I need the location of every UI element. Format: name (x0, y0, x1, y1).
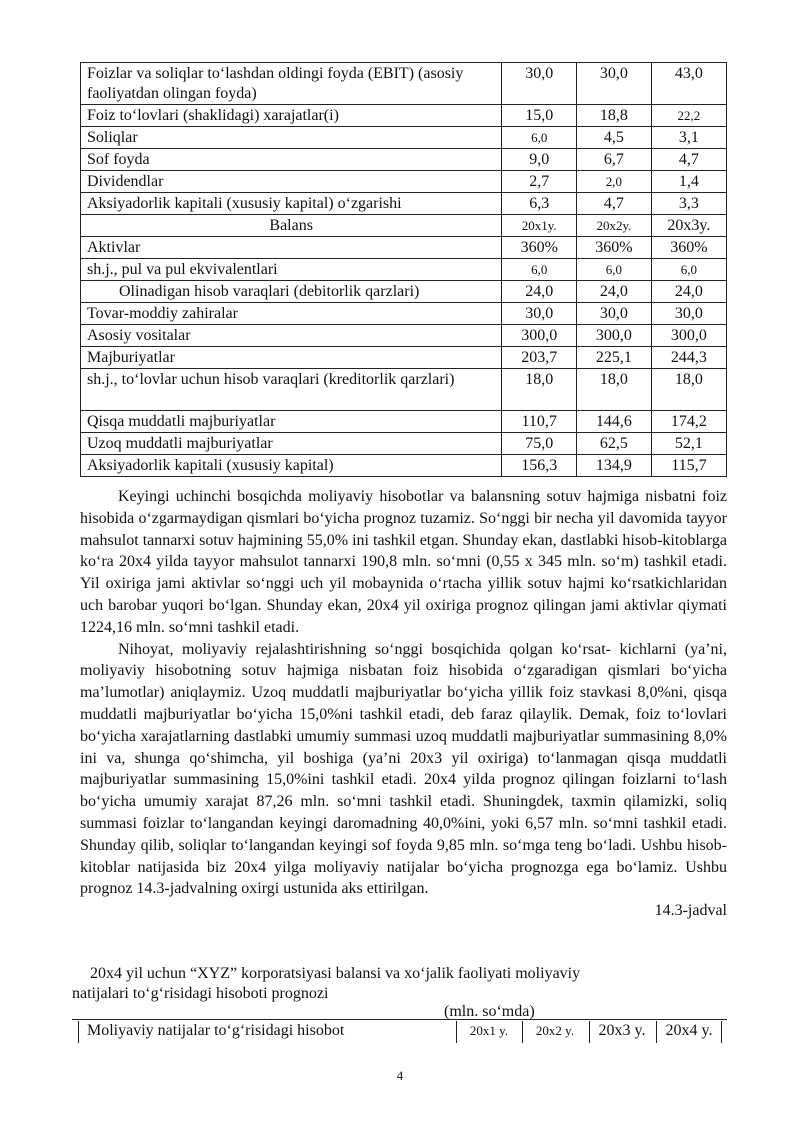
cell-20x3: 244,3 (651, 347, 726, 369)
section-heading-balance: Balans (81, 215, 502, 237)
table-row (81, 259, 727, 281)
year-label: 20x2 y. (535, 1023, 575, 1038)
paragraph: Nihoyat, moliyaviy rejalashtirishning so‘nggi bosqichida qolgan ko‘rsat- kichlarni (ya’ni, moliyaviy hisobotning sotuv hajmiga nisbatan foiz hisobida o‘zgaradigan qismlari bo‘yicha ma’lumotlar) aniqlaymiz. Uzoq muddatli majburiyatlar bo‘yicha yillik foiz stavkasi 8,0%ni, qisqa muddatli majburiyatlar bo‘yicha 15,0%ni tashkil etadi, deb faraz qilaylik. Demak, foiz to‘lovlari bo‘yicha xarajatlarning dastlabki umumiy summasi uzoq muddatli majburiyatlar summasining 8,0% ini va, shunga qo‘shimcha, yil boshiga (ya’ni 20x3 yil oxiriga) to‘lanmagan qisqa muddatli majburiyatlar summasining 15,0%ini tashkil etadi. 20x4 yilda prognoz qilingan foizlarni to‘lash bo‘yicha umumiy xarajat 87,26 mln. so‘mni tashkil etadi. Shuningdek, taxmin qilamizki, soliq summasi foizlar to‘langandan keyingi daromadning 40,0%ini, yoki 6,57 mln. so‘mni tashkil etadi. Shunday qilib, soliqlar to‘langandan keyingi sof foyda 9,85 mln. so‘mga teng bo‘ladi. Ushbu hisob-kitoblar natijasida biz 20x4 yilga moliyaviy natijalar bo‘yicha prognozga ega bo‘lamiz. Ushbu prognoz 14.3-jadvalning oxirgi ustunida aks ettirilgan. (80, 640, 727, 898)
cell-20x3: 52,1 (651, 433, 726, 455)
cell-20x2: 225,1 (577, 347, 652, 369)
cell-20x2: 30,0 (577, 303, 652, 325)
cell-20x1: 30,0 (502, 63, 577, 105)
cell-20x3: 3,1 (651, 127, 726, 149)
cell-20x3: 6,0 (651, 259, 726, 281)
cell-20x2: 18,8 (577, 105, 652, 127)
cell-20x3: 300,0 (651, 325, 726, 347)
row-label: Aksiyadorlik kapitali (xususiy kapital) (81, 455, 502, 477)
cell-20x1: 2,7 (502, 171, 577, 193)
table-row (81, 325, 727, 347)
cell-20x2: 134,9 (577, 455, 652, 477)
body-text (80, 486, 727, 922)
table-row (81, 171, 727, 193)
table-row (81, 281, 727, 303)
divider (444, 1019, 727, 1020)
cell-20x1: 300,0 (502, 325, 577, 347)
row-label: Sof foyda (81, 149, 502, 171)
cell-20x3: 360% (651, 237, 726, 259)
cell-20x1: 360% (502, 237, 577, 259)
cell-20x1: 24,0 (502, 281, 577, 303)
table-row (81, 369, 727, 411)
row-label: Uzoq muddatli majburiyatlar (81, 433, 502, 455)
cell-20x2: 300,0 (577, 325, 652, 347)
year-header (656, 1021, 722, 1043)
table-row (81, 347, 727, 369)
divider (72, 1019, 444, 1020)
cell-20x1: 203,7 (502, 347, 577, 369)
year-header: 20x2y. (577, 215, 652, 237)
cell-20x1: 9,0 (502, 149, 577, 171)
year-label: 20x3 y. (598, 1022, 646, 1039)
row-label: Soliqlar (81, 127, 502, 149)
row-label: Foizlar va soliqlar to‘lashdan oldingi foyda (EBIT) (asosiy faoliyatdan olingan foyda) (81, 63, 502, 105)
cell-20x2: 4,7 (577, 193, 652, 215)
cell-20x1: 6,3 (502, 193, 577, 215)
row-label: Majburiyatlar (81, 347, 502, 369)
cell-20x2: 18,0 (577, 369, 652, 411)
year-header: 20x1y. (502, 215, 577, 237)
cell-20x2: 2,0 (577, 171, 652, 193)
row-label: sh.j., pul va pul ekvivalentlari (81, 259, 502, 281)
year-label: 20x1 y. (469, 1023, 509, 1038)
row-label: Tovar-moddiy zahiralar (81, 303, 502, 325)
cell-20x2: 24,0 (577, 281, 652, 303)
financial-table (80, 62, 727, 477)
cell-20x1: 15,0 (502, 105, 577, 127)
year-header (589, 1021, 654, 1043)
row-label: Foiz to‘lovlari (shaklidagi) xarajatlar(i) (81, 105, 502, 127)
row-label: Qisqa muddatli majburiyatlar (81, 411, 502, 433)
header-label: Moliyaviy natijalar to‘g‘risidagi hisobot (78, 1021, 459, 1043)
cell-20x1: 30,0 (502, 303, 577, 325)
table-caption: 14.3-jadval (654, 902, 727, 920)
table-row (81, 433, 727, 455)
cell-20x3: 24,0 (651, 281, 726, 303)
cell-20x2: 30,0 (577, 63, 652, 105)
cell-20x3: 43,0 (651, 63, 726, 105)
cell-20x3: 3,3 (651, 193, 726, 215)
cell-20x1: 18,0 (502, 369, 577, 411)
table-row (81, 303, 727, 325)
table-row (81, 411, 727, 433)
cell-20x3: 18,0 (651, 369, 726, 411)
row-label: Dividendlar (81, 171, 502, 193)
row-label: Aksiyadorlik kapitali (xususiy kapital) o‘zgarishi (81, 193, 502, 215)
cell-20x2: 360% (577, 237, 652, 259)
cell-20x1: 156,3 (502, 455, 577, 477)
table-row (81, 105, 727, 127)
page-number: 4 (396, 1068, 404, 1083)
paragraph: Keyingi uchinchi bosqichda moliyaviy hisobotlar va balansning sotuv hajmiga nisbatni foiz hisobida o‘zgarmaydigan qismlari bo‘yicha prognoz tuzamiz. So‘nggi bir necha yil davomida tayyor mahsulot tannarxi sotuv hajmining 55,0% ini tashkil etgan. Shunday ekan, dastlabki hisob-kitoblarga ko‘ra 20x4 yilda tayyor mahsulot tannarxi 190,8 mln. so‘mni (0,55 x 345 mln. so‘m) tashkil etadi. Yil oxiriga jami aktivlar so‘nggi uch yil mobaynida o‘rtacha yillik sotuv hajmi ko‘rsatkichlaridan uch barobar yuqori bo‘lgan. Shunday ekan, 20x4 yil oxiriga prognoz qilingan jami aktivlar qiymati 1224,16 mln. so‘mni tashkil etadi. (80, 488, 727, 636)
table-title-line: 20x4 yil uchun “XYZ” korporatsiyasi balansi va xo‘jalik faoliyati moliyaviy (90, 965, 581, 982)
row-label: Olinadigan hisob varaqlari (debitorlik qarzlari) (81, 281, 502, 303)
cell-20x2: 144,6 (577, 411, 652, 433)
year-label: 20x4 y. (665, 1022, 713, 1039)
cell-20x3: 30,0 (651, 303, 726, 325)
row-label: Asosiy vositalar (81, 325, 502, 347)
cell-20x1: 6,0 (502, 127, 577, 149)
cell-20x2: 6,7 (577, 149, 652, 171)
row-label: sh.j., to‘lovlar uchun hisob varaqlari (kreditorlik qarzlari) (81, 369, 502, 411)
cell-20x2: 4,5 (577, 127, 652, 149)
cell-20x1: 75,0 (502, 433, 577, 455)
cell-20x2: 62,5 (577, 433, 652, 455)
cell-20x3: 174,2 (651, 411, 726, 433)
table-title (72, 964, 727, 1004)
table-row (81, 63, 727, 105)
cell-20x1: 6,0 (502, 259, 577, 281)
table-row (81, 127, 727, 149)
table-row (81, 193, 727, 215)
table-title-line: natijalari to‘g‘risidagi hisoboti prognozi (72, 985, 329, 1002)
cell-20x3: 1,4 (651, 171, 726, 193)
unit-label: (mln. so‘mda) (444, 1003, 535, 1020)
year-header (456, 1021, 521, 1043)
cell-20x2: 6,0 (577, 259, 652, 281)
table-row (81, 215, 727, 237)
cell-20x3: 4,7 (651, 149, 726, 171)
table-row (81, 149, 727, 171)
year-header: 20x3y. (651, 215, 726, 237)
table-row (81, 455, 727, 477)
row-label: Aktivlar (81, 237, 502, 259)
table-row (81, 237, 727, 259)
cell-20x3: 22,2 (651, 105, 726, 127)
cell-20x1: 110,7 (502, 411, 577, 433)
cell-20x3: 115,7 (651, 455, 726, 477)
year-header (522, 1021, 587, 1043)
